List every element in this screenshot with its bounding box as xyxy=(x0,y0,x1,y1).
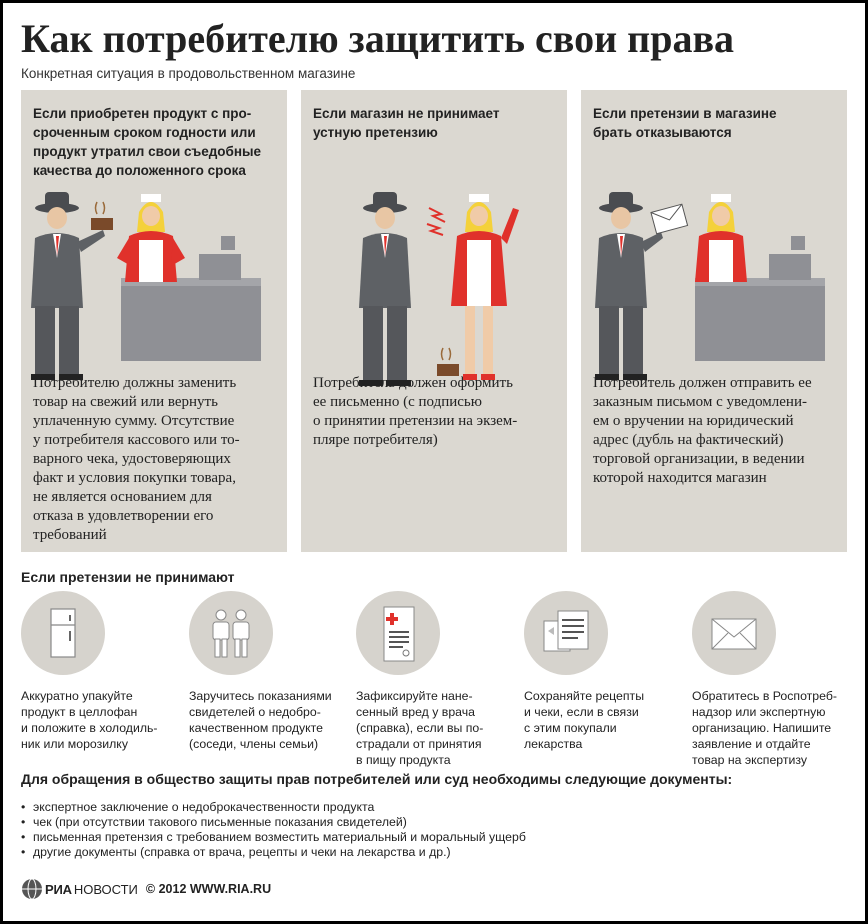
situation-panel-refused-claim xyxy=(581,90,847,552)
panel-body-text: Потребитель должен отправить ее заказным письмом с уведомлени- ем о вручении на юридический адрес (дубль на фактический) торговой организации, в ведении которой находится магазин xyxy=(593,375,812,486)
situation-panel-expired xyxy=(21,90,287,552)
step-text: Аккуратно упакуйте продукт в целлофан и положите в холодиль- ник или морозилку xyxy=(21,689,158,751)
documents-list-item: • чек (при отсутствии такового письменные показания свидетелей) xyxy=(21,815,526,830)
ria-logo-icon xyxy=(21,878,43,900)
step-text: Заручитесь показаниями свидетелей о недобро- качественном продукте (соседи, члены семьи) xyxy=(189,689,332,751)
documents-list xyxy=(21,800,526,860)
panel-body-text: Потребитель должен оформить ее письменно (с подписью о принятии претензии на экзем- пляре потребителя) xyxy=(313,375,518,448)
step-icon-circle xyxy=(692,591,776,675)
step-text: Зафиксируйте нане- сенный вред у врача (справка), если вы по- страдали от принятия в пищу продукта xyxy=(356,689,484,767)
step-text: Обратитесь в Роспотреб- надзор или экспертную организацию. Напишите заявление и отдайте товар на экспертизу xyxy=(692,689,837,767)
step-icon-circle xyxy=(524,591,608,675)
panel-heading: Если претензии в магазине брать отказываются xyxy=(593,106,777,140)
panel-heading: Если приобретен продукт с про- сроченным сроком годности или продукт утратил свои съедобные качества до положенного срока xyxy=(33,106,262,178)
panel-body-text: Потребителю должны заменить товар на свежий или вернуть уплаченную сумму. Отсутствие у потребителя кассового или то- варного чека, удостоверяющих факт и условия покупки товара, не является основанием для отказа в удовлетворении его требований xyxy=(33,375,240,543)
step-icon-circle xyxy=(21,591,105,675)
footer-brand-light: НОВОСТИ xyxy=(73,881,138,897)
page-title: Как потребителю защитить свои права xyxy=(21,16,735,61)
footer xyxy=(21,878,271,900)
page-subtitle: Конкретная ситуация в продовольственном магазине xyxy=(21,66,356,81)
documents-title: Для обращения в общество защиты прав потребителей или суд необходимы следующие документы: xyxy=(21,771,733,787)
receipts-icon xyxy=(524,591,608,675)
documents-list-item: • письменная претензия с требованием возместить материальный и моральный ущерб xyxy=(21,830,526,845)
infographic-page xyxy=(3,3,865,921)
steps-section-title: Если претензии не принимают xyxy=(21,569,235,585)
footer-copyright: © 2012 WWW.RIA.RU xyxy=(145,882,272,896)
documents-list-item: • другие документы (справка от врача, рецепты и чеки на лекарства и др.) xyxy=(21,845,526,860)
step-icon-circle xyxy=(189,591,273,675)
medical-certificate-icon xyxy=(356,591,440,675)
panel-heading: Если магазин не принимает устную претензию xyxy=(313,106,500,140)
situation-panel-oral-claim xyxy=(301,90,567,552)
envelope-icon xyxy=(692,591,776,675)
step-icon-circle xyxy=(356,591,440,675)
witnesses-icon xyxy=(189,591,273,675)
step-text: Сохраняйте рецепты и чеки, если в связи с этим покупали лекарства xyxy=(524,689,645,751)
footer-brand-bold: РИА xyxy=(45,881,72,897)
documents-list-item: • экспертное заключение о недоброкачественности продукта xyxy=(21,800,526,815)
fridge-icon xyxy=(21,591,105,675)
